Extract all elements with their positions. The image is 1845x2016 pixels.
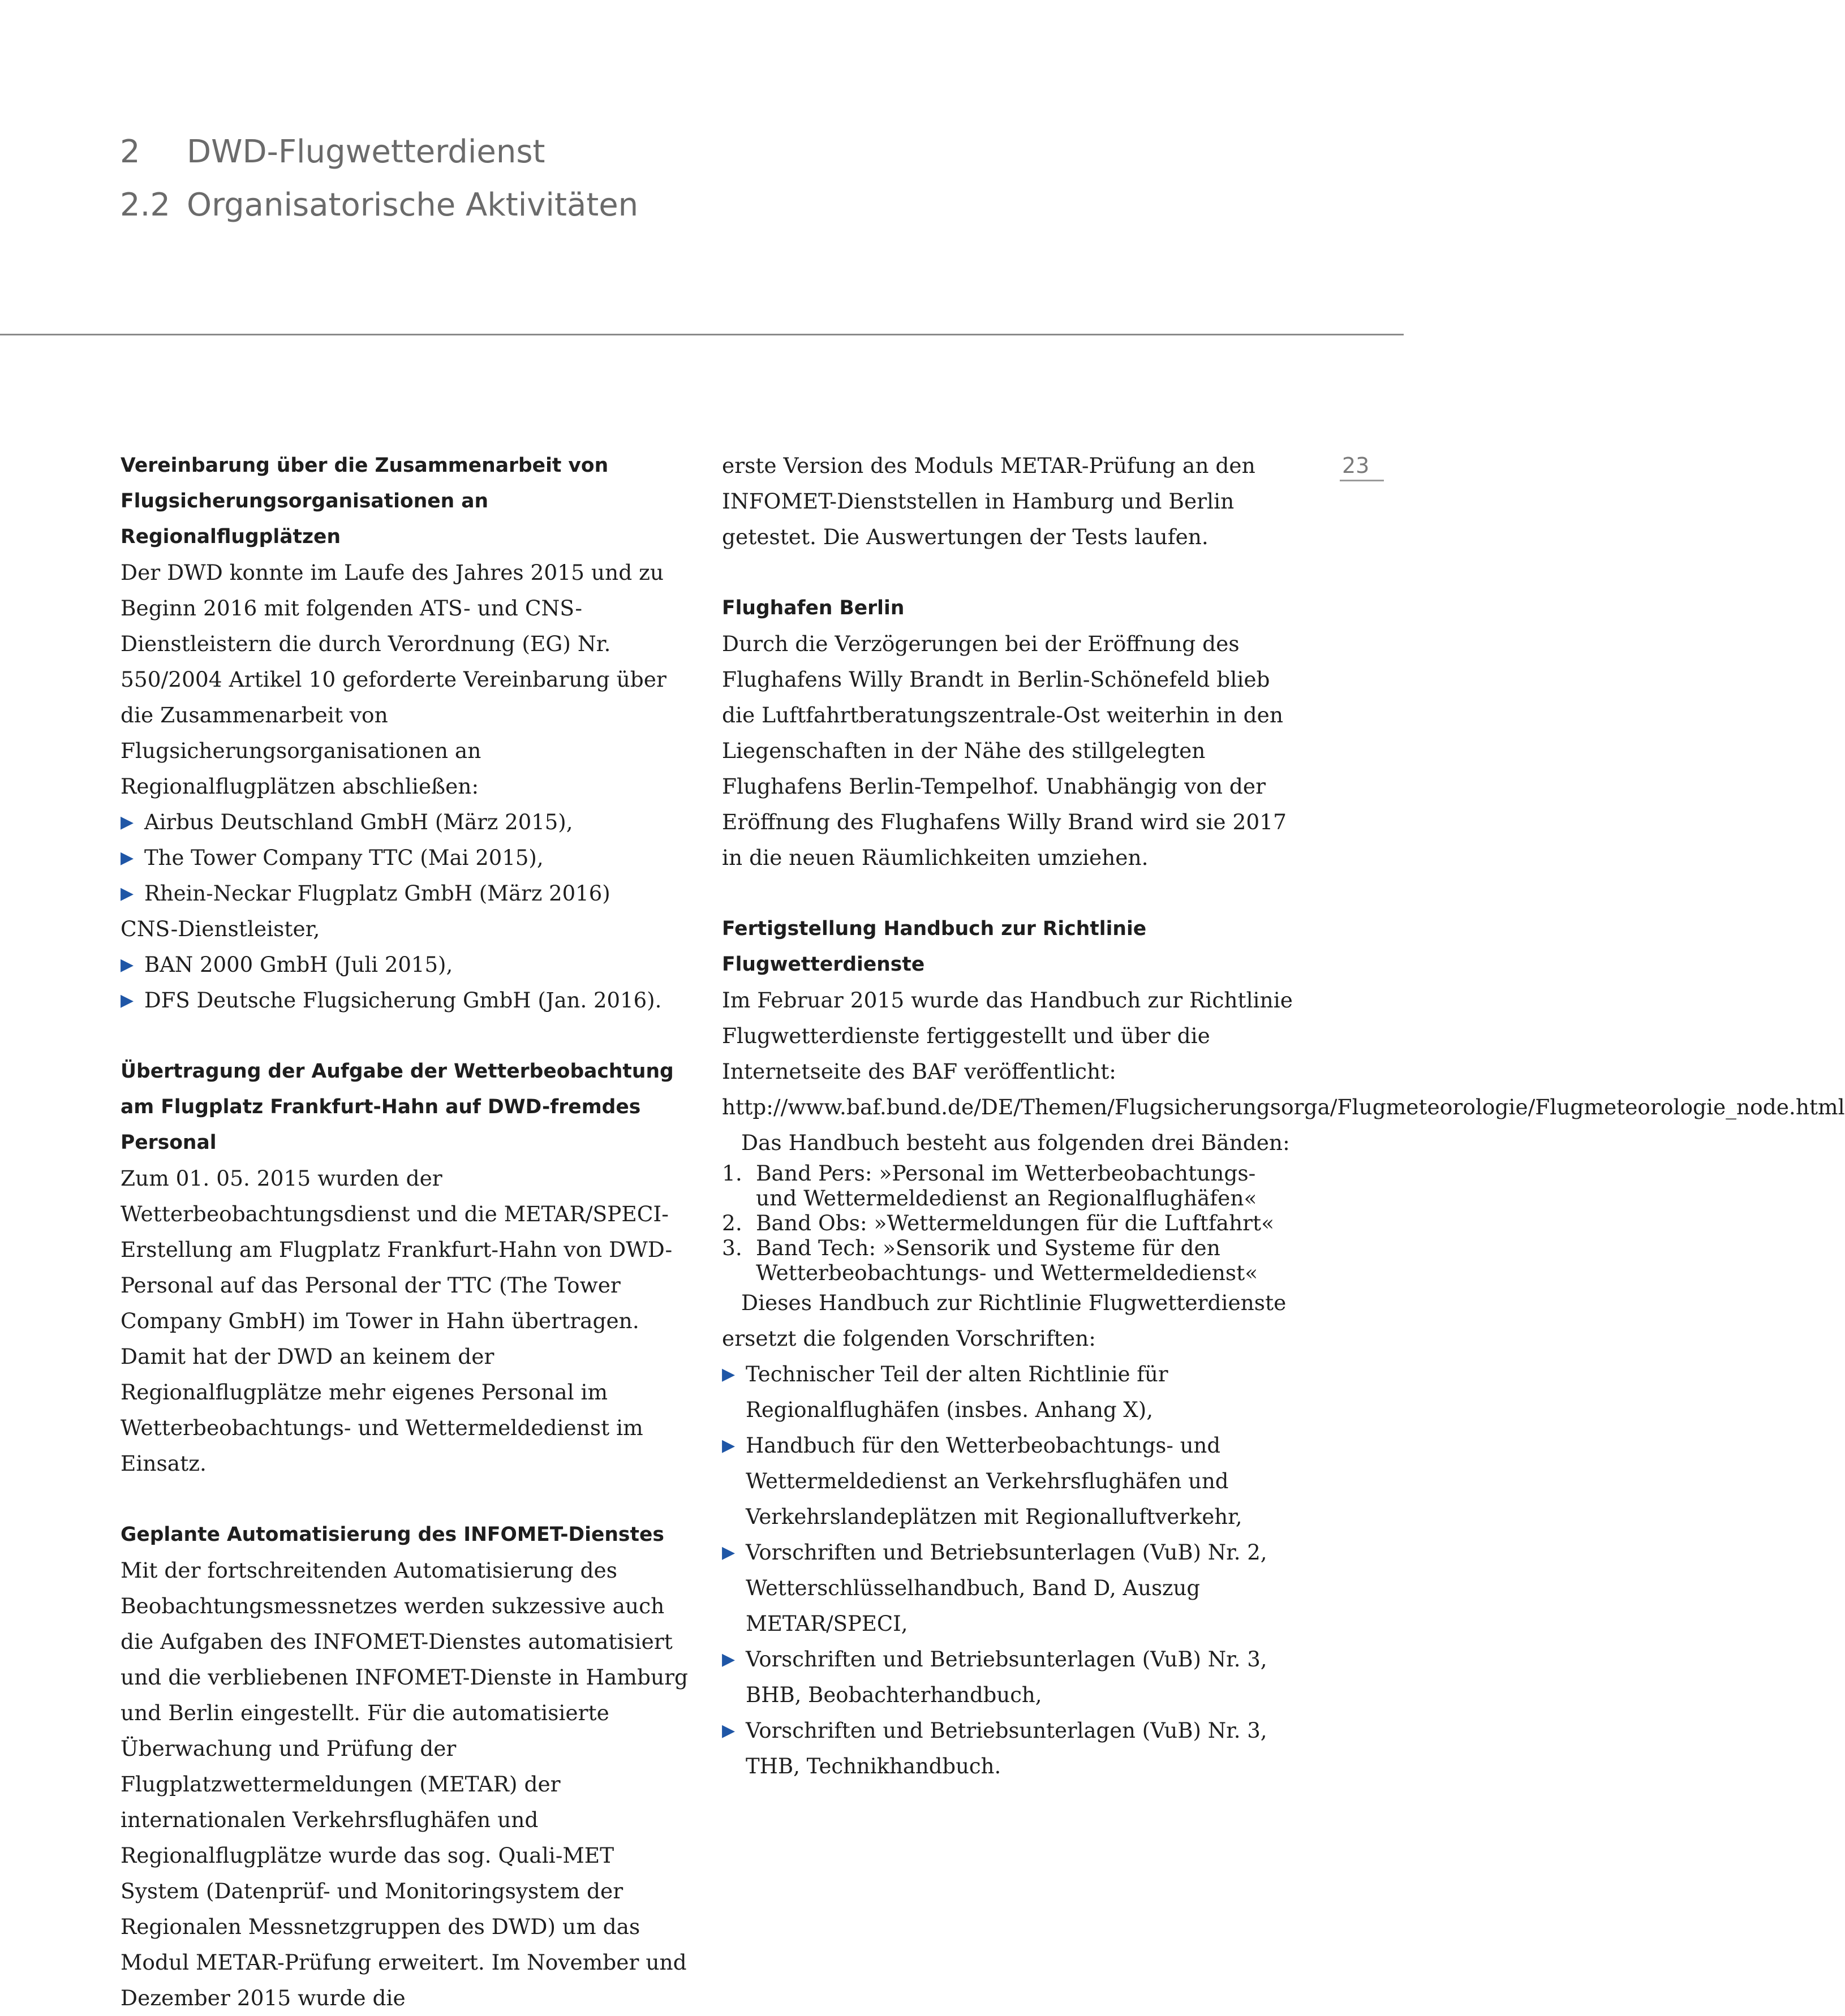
left-column xyxy=(121,448,692,2016)
numbered-item: 3. Band Tech: »Sensorik und Systeme für den Wetterbeobachtungs- und Wettermeldedienst« xyxy=(722,1235,1258,1285)
numbered-item: 1. Band Pers: »Personal im Wetterbeobachtungs- und Wettermeldedienst an Regionalflughäfen« xyxy=(722,1161,1257,1211)
list-label: CNS-Dienstleister, xyxy=(121,916,320,941)
triangle-bullet-icon: ▶ xyxy=(722,1721,736,1741)
section-heading-berlin: Flughafen Berlin xyxy=(722,597,905,619)
chapter-number: 2 xyxy=(120,133,140,170)
section-heading-handbook: Fertigstellung Handbuch zur Richtlinie Flugwetterdienste xyxy=(722,917,1147,976)
section-heading-infomet: Geplante Automatisierung des INFOMET-Dienstes xyxy=(121,1523,664,1546)
list-item: ▶ Vorschriften und Betriebsunterlagen (VuB) Nr. 3, THB, Technikhandbuch. xyxy=(722,1713,1293,1784)
triangle-bullet-icon: ▶ xyxy=(121,884,134,903)
section-heading xyxy=(120,179,1138,232)
triangle-bullet-icon: ▶ xyxy=(121,848,134,868)
paragraph: Das Handbuch besteht aus folgenden drei Bänden: xyxy=(741,1130,1290,1155)
numbered-item: 2. Band Obs: »Wettermeldungen für die Luftfahrt« xyxy=(722,1211,1275,1235)
list-item: ▶ Rhein-Neckar Flugplatz GmbH (März 2016) xyxy=(121,876,692,911)
page-number-underline xyxy=(1340,480,1384,481)
paragraph: Dieses Handbuch zur Richtlinie Flugwetterdienste ersetzt die folgenden Vorschriften: xyxy=(722,1290,1287,1351)
triangle-bullet-icon: ▶ xyxy=(121,955,134,975)
chapter-title: DWD-Flugwetterdienst xyxy=(187,133,545,170)
list-item: ▶ The Tower Company TTC (Mai 2015), xyxy=(121,840,692,876)
triangle-bullet-icon: ▶ xyxy=(722,1436,736,1455)
triangle-bullet-icon: ▶ xyxy=(121,812,134,832)
section-heading-cooperation: Vereinbarung über die Zusammenarbeit von Flugsicherungsorganisationen an Regionalflugplätzen xyxy=(121,454,609,548)
paragraph: erste Version des Moduls METAR-Prüfung an den INFOMET-Dienststellen in Hamburg und Berlin getestet. Die Auswertungen der Tests laufen. xyxy=(722,453,1255,549)
section-heading-frankfurt-hahn: Übertragung der Aufgabe der Wetterbeobachtung am Flugplatz Frankfurt-Hahn auf DWD-fremdes Personal xyxy=(121,1060,674,1154)
list-item: ▶ Technischer Teil der alten Richtlinie für Regionalflughäfen (insbes. Anhang X), xyxy=(722,1356,1293,1428)
paragraph: Der DWD konnte im Laufe des Jahres 2015 und zu Beginn 2016 mit folgenden ATS- und CNS-Dienstleistern die durch Verordnung (EG) Nr. 550/2004 Artikel 10 geforderte Vereinbarung über die Zusammenarbeit von Flugsicherungsorganisationen an Regionalflugplätzen abschließen: xyxy=(121,560,666,799)
paragraph: Im Februar 2015 wurde das Handbuch zur Richtlinie Flugwetterdienste fertiggestellt und über die Internetseite des BAF veröffentlicht: http://www.baf.bund.de/DE/Themen/Flugsicherungsorga/Flugmeteorologie/Flugmeteorologie_node.html xyxy=(722,988,1845,1119)
paragraph: Mit der fortschreitenden Automatisierung des Beobachtungsmessnetzes werden sukzessive auch die Aufgaben des INFOMET-Dienstes automatisiert und die verbliebenen INFOMET-Dienste in Hamburg und Berlin eingestellt. Für die automatisierte Überwachung und Prüfung der Flugplatzwettermeldungen (METAR) der internationalen Verkehrsflughäfen und Regionalflugplätze wurde das sog. Quali-MET System (Datenprüf- und Monitoringsystem der Regionalen Messnetzgruppen des DWD) um das Modul METAR-Prüfung erweitert. Im November und Dezember 2015 wurde die xyxy=(121,1558,689,2010)
paragraph: Zum 01. 05. 2015 wurden der Wetterbeobachtungsdienst und die METAR/SPECI-Erstellung am Flugplatz Frankfurt-Hahn von DWD-Personal auf das Personal der TTC (The Tower Company GmbH) im Tower in Hahn übertragen. Damit hat der DWD an keinem der Regionalflugplätze mehr eigenes Personal im Wetterbeobachtungs- und Wettermeldedienst im Einsatz. xyxy=(121,1166,673,1476)
triangle-bullet-icon: ▶ xyxy=(722,1649,736,1669)
list-item: ▶ DFS Deutsche Flugsicherung GmbH (Jan. 2016). xyxy=(121,983,692,1018)
list-item: ▶ Vorschriften und Betriebsunterlagen (VuB) Nr. 3, BHB, Beobachterhandbuch, xyxy=(722,1642,1293,1713)
list-item: ▶ BAN 2000 GmbH (Juli 2015), xyxy=(121,947,692,983)
header-divider xyxy=(0,334,1404,335)
triangle-bullet-icon: ▶ xyxy=(121,990,134,1010)
page-number: 23 xyxy=(1342,453,1370,478)
page-header xyxy=(120,126,1138,232)
section-title: Organisatorische Aktivitäten xyxy=(187,187,639,223)
paragraph: Durch die Verzögerungen bei der Eröffnung des Flughafens Willy Brandt in Berlin-Schönefeld blieb die Luftfahrtberatungszentrale-Ost weiterhin in den Liegenschaften in der Nähe des stillgelegten Flughafens Berlin-Tempelhof. Unabhängig von der Eröffnung des Flughafens Willy Brand wird sie 2017 in die neuen Räumlichkeiten umziehen. xyxy=(722,631,1287,870)
triangle-bullet-icon: ▶ xyxy=(722,1364,736,1384)
chapter-heading xyxy=(120,126,1138,179)
list-item: ▶ Vorschriften und Betriebsunterlagen (VuB) Nr. 2, Wetterschlüsselhandbuch, Band D, Auszug METAR/SPECI, xyxy=(722,1535,1293,1642)
list-item: ▶ Airbus Deutschland GmbH (März 2015), xyxy=(121,804,692,840)
list-item: ▶ Handbuch für den Wetterbeobachtungs- und Wettermeldedienst an Verkehrsflughäfen und Verkehrslandeplätzen mit Regionalluftverkehr, xyxy=(722,1428,1293,1535)
section-number: 2.2 xyxy=(120,187,171,223)
triangle-bullet-icon: ▶ xyxy=(722,1543,736,1562)
